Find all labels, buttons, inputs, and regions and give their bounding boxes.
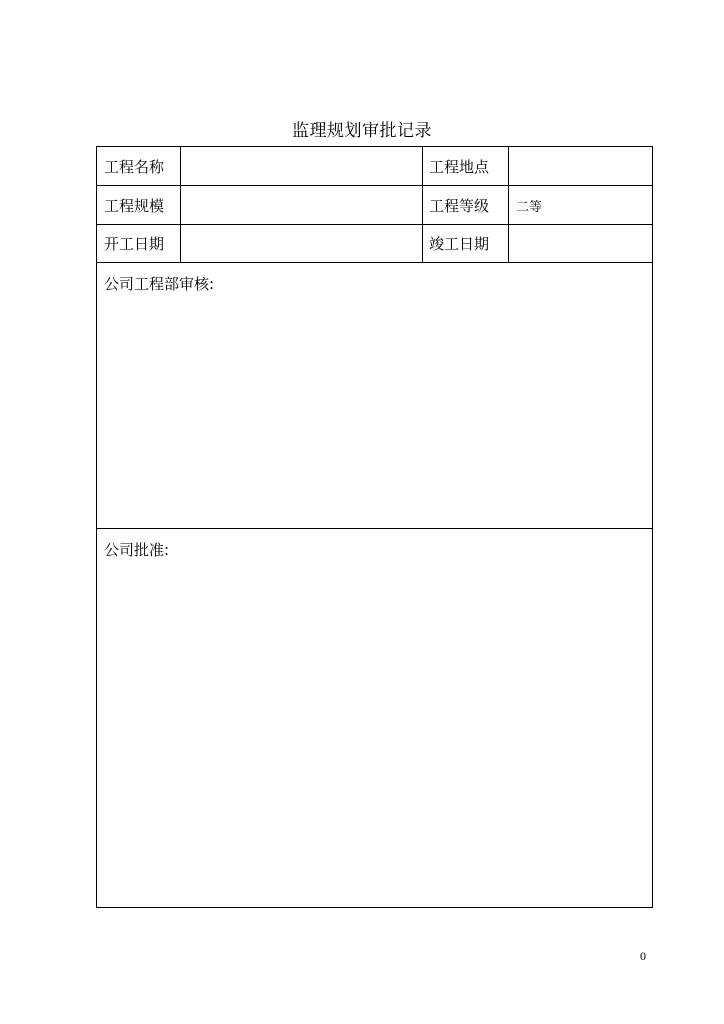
field-project-scale[interactable] [181,186,423,224]
document-title: 监理规划审批记录 [292,121,432,141]
field-completion-date[interactable] [509,225,652,262]
field-project-name[interactable] [181,147,423,185]
label-project-location: 工程地点 [423,147,509,185]
table-row-project-name [97,147,652,186]
table-row-project-scale [97,186,652,225]
table-row-dates [97,225,652,263]
field-start-date[interactable] [181,225,423,262]
section-label-engineering-review: 公司工程部审核: [104,275,215,293]
field-project-location[interactable] [509,147,652,185]
field-project-grade[interactable]: 二等 [516,199,543,215]
label-completion-date: 竣工日期 [423,225,509,262]
label-project-name: 工程名称 [97,147,181,185]
label-project-grade: 工程等级 [423,186,509,224]
approval-form-table [96,146,653,908]
section-engineering-review[interactable] [97,263,652,529]
section-company-approval[interactable] [97,529,652,907]
page-number: 0 [640,949,646,963]
section-label-company-approval: 公司批准: [104,541,170,559]
label-project-scale: 工程规模 [97,186,181,224]
label-start-date: 开工日期 [97,225,181,262]
